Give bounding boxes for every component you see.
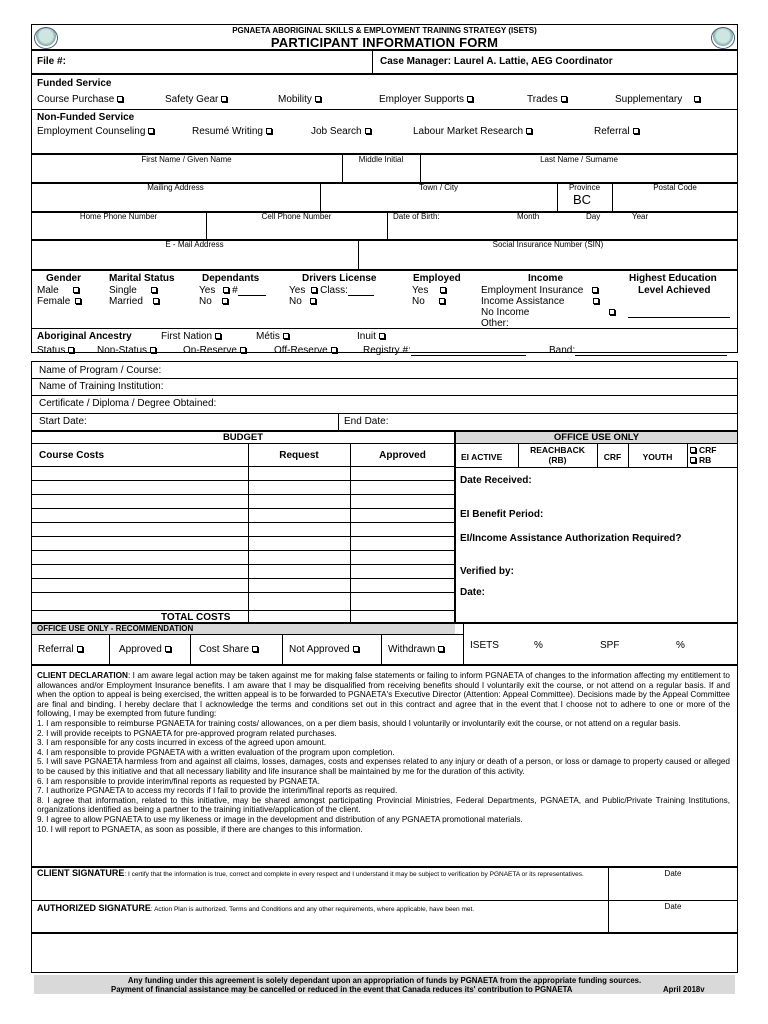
isets-percent-label: ISETS xyxy=(470,640,499,651)
reachback-header: REACHBACK xyxy=(530,445,585,455)
case-manager: Case Manager: Laurel A. Lattie, AEG Coordinator xyxy=(380,56,613,67)
dependants-no-checkbox[interactable]: No xyxy=(199,296,228,307)
marital-status-title: Marital Status xyxy=(109,273,175,284)
province-label: Province xyxy=(568,183,601,192)
declaration-item: 4. I am responsible to provide PGNAETA with a written evaluation of the program upon completion. xyxy=(37,747,395,757)
metis-checkbox[interactable]: Métis xyxy=(256,331,289,342)
non-funded-service-title: Non-Funded Service xyxy=(37,112,135,123)
rb-checkbox[interactable]: RB xyxy=(690,455,711,465)
ei-income-authorization-field[interactable]: EI/Income Assistance Authorization Required? xyxy=(460,533,682,544)
town-city-field[interactable]: Town / City xyxy=(418,183,459,192)
approved-recommendation-checkbox[interactable]: Approved xyxy=(119,644,171,655)
education-level-field[interactable] xyxy=(628,317,730,318)
course-purchase-checkbox[interactable]: Course Purchase xyxy=(37,94,123,105)
ei-benefit-period-field[interactable]: EI Benefit Period: xyxy=(460,509,544,520)
income-title: Income xyxy=(528,273,564,284)
middle-initial-field[interactable]: Middle Initial xyxy=(358,155,404,164)
employer-supports-checkbox[interactable]: Employer Supports xyxy=(379,94,473,105)
spf-percent-field[interactable]: % xyxy=(676,640,685,651)
declaration-item: 10. I will report to PGNAETA, as soon as possible, if there are changes to this information. xyxy=(37,824,363,834)
request-header: Request xyxy=(279,450,319,461)
trades-checkbox[interactable]: Trades xyxy=(527,94,567,105)
isets-percent-field[interactable]: % xyxy=(534,640,543,651)
no-income-checkbox[interactable]: No Income xyxy=(481,307,615,318)
youth-header: YOUTH xyxy=(642,452,673,462)
dependants-yes-checkbox[interactable]: Yes # xyxy=(199,285,266,296)
safety-gear-checkbox[interactable]: Safety Gear xyxy=(165,94,227,105)
gender-title: Gender xyxy=(46,273,82,284)
office-use-title: OFFICE USE ONLY xyxy=(553,432,640,443)
labour-market-research-checkbox[interactable]: Labour Market Research xyxy=(413,126,532,137)
off-reserve-checkbox[interactable]: Off-Reserve xyxy=(274,345,337,356)
mobility-checkbox[interactable]: Mobility xyxy=(278,94,321,105)
end-date-field[interactable]: End Date: xyxy=(344,416,389,427)
date-received-field[interactable]: Date Received: xyxy=(460,475,532,486)
participant-information-form xyxy=(31,24,738,996)
declaration-item: 5. I will save PGNAETA harmless from and against all claims, losses, damages, costs and expenses related to any injury or death of a person, or loss or damage to property caused or alleged to be caused by this initiative and that all necessary liability and life insurance shall be maintained by me for the duration of this activity. xyxy=(37,757,730,776)
funding-notice-line1: Any funding under this agreement is solely dependant upon an appropriation of funds by PGNAETA from the appropriate funding sources. xyxy=(127,976,642,985)
recommendation-title: OFFICE USE ONLY - RECOMMENDATION xyxy=(37,624,194,633)
budget-title: BUDGET xyxy=(222,432,264,443)
crf-checkbox[interactable]: CRF xyxy=(690,445,716,455)
home-phone-field[interactable]: Home Phone Number xyxy=(79,212,158,221)
authorized-signature-field[interactable]: AUTHORIZED SIGNATURE: Action Plan is authorized. Terms and Conditions and any other requirements, where applicable, have been met. xyxy=(37,903,475,913)
withdrawn-checkbox[interactable]: Withdrawn xyxy=(388,644,444,655)
declaration-lead: CLIENT DECLARATION xyxy=(37,671,128,680)
declaration-item: 6. I am responsible to provide interim/final reports as requested by PGNAETA. xyxy=(37,776,320,786)
declaration-item: 7. I authorize PGNAETA to access my records if I fail to provide the interim/final reports as required. xyxy=(37,786,398,796)
spf-percent-label: SPF xyxy=(600,640,620,651)
inuit-checkbox[interactable]: Inuit xyxy=(357,331,385,342)
mailing-address-field[interactable]: Mailing Address xyxy=(147,183,204,192)
rb-header: (RB) xyxy=(548,455,567,465)
band-field[interactable]: Band: xyxy=(549,345,727,356)
not-approved-checkbox[interactable]: Not Approved xyxy=(289,644,359,655)
program-name-field[interactable]: Name of Program / Course: xyxy=(39,365,162,376)
drivers-no-checkbox[interactable]: No xyxy=(289,296,316,307)
blank-footer-area xyxy=(31,933,738,973)
referral-recommendation-checkbox[interactable]: Referral xyxy=(38,644,83,655)
services-section xyxy=(31,74,738,154)
first-name-field[interactable]: First Name / Given Name xyxy=(141,155,232,164)
client-signature-date-field[interactable]: Date xyxy=(664,869,682,878)
on-reserve-checkbox[interactable]: On-Reserve xyxy=(183,345,246,356)
start-date-field[interactable]: Start Date: xyxy=(39,416,87,427)
client-signature-field[interactable]: CLIENT SIGNATURE: I certify that the information is true, correct and complete in every respect and I understand it may be subject to verification by PGNAETA or its representatives. xyxy=(37,868,584,878)
highest-education-title: Highest Education xyxy=(629,273,717,284)
declaration-text: : I am aware legal action may be taken against me for making false statements or failing to inform PGNAETA of changes to the information affecting my entitlement to allowances and/or Employment Insurance benefits. I am aware that I may be disqualified from receiving benefits should I voluntarily exit the course, or not attend on a regular basis. If and when the option to appeal is being exercised, the written appeal is to be forwarded to PGNAETA's Executive Director (Attention: Appeal Committee). Decisions made by the Appeal Committee are final and binding. I hereby declare that I acknowledge the terms and conditions set out in this contract and agree that in the event that I choose not to adhere to one or more of the following, I may be exempted from future funding: xyxy=(37,671,730,719)
funded-service-title: Funded Service xyxy=(37,78,112,89)
employed-no-checkbox[interactable]: No xyxy=(412,296,445,307)
form-title: PARTICIPANT INFORMATION FORM xyxy=(270,35,499,50)
date-of-birth-label: Date of Birth: xyxy=(393,212,440,221)
income-assistance-checkbox[interactable]: Income Assistance xyxy=(481,296,599,307)
form-version: April 2018v xyxy=(663,985,705,994)
supplementary-checkbox[interactable]: Supplementary xyxy=(615,94,700,105)
non-status-checkbox[interactable]: Non-Status xyxy=(97,345,156,356)
province-value[interactable]: BC xyxy=(573,192,592,207)
job-search-checkbox[interactable]: Job Search xyxy=(311,126,371,137)
dob-month-field[interactable]: Month xyxy=(517,212,540,221)
declaration-item: 3. I am responsible for any costs incurred in excess of the agreed upon amount. xyxy=(37,738,326,748)
resume-writing-checkbox[interactable]: Resumé Writing xyxy=(192,126,272,137)
declaration-item: 1. I am responsible to reimburse PGNAETA for training costs/ allowances, on a per diem basis, should I voluntarily or involuntarily exit the course, or not attend on a regular basis. xyxy=(37,718,681,728)
approved-header: Approved xyxy=(379,450,426,461)
total-costs-label: TOTAL COSTS xyxy=(161,612,231,623)
course-costs-header: Course Costs xyxy=(39,450,105,461)
married-checkbox[interactable]: Married xyxy=(109,296,159,307)
email-field[interactable]: E - Mail Address xyxy=(165,240,224,249)
form-header xyxy=(31,24,738,50)
declaration-item: 8. I agree that information, related to this initiative, may be shared amongst participating Provincial Ministries, Federal Departments, PGNAETA, and Public/Private Training Institutions, organizations identified as being a partner to the training initiative/application of the client. xyxy=(37,795,730,815)
declaration-item: 2. I will provide receipts to PGNAETA for pre-approved program related purchases. xyxy=(37,728,337,738)
header-subtitle: PGNAETA ABORIGINAL SKILLS & EMPLOYMENT TRAINING STRATEGY (ISETS) xyxy=(232,26,537,35)
crf-header: CRF xyxy=(603,452,622,462)
drivers-license-title: Drivers License xyxy=(302,273,377,284)
drivers-yes-checkbox[interactable]: Yes Class: xyxy=(289,285,374,296)
certificate-field[interactable]: Certificate / Diploma / Degree Obtained: xyxy=(39,398,217,409)
male-checkbox[interactable]: Male xyxy=(37,285,79,296)
registry-number-field[interactable]: Registry #: xyxy=(363,345,526,356)
training-institution-field[interactable]: Name of Training Institution: xyxy=(39,381,164,392)
declaration-item: 9. I agree to allow PGNAETA to use my likeness or image in the development and distribution of any PGNAETA promotional materials. xyxy=(37,814,523,824)
aboriginal-ancestry-title: Aboriginal Ancestry xyxy=(37,331,132,342)
employed-title: Employed xyxy=(413,273,461,284)
file-number-label: File #: xyxy=(37,56,66,67)
authorized-signature-date-field[interactable]: Date xyxy=(664,902,682,911)
office-date-field[interactable]: Date: xyxy=(460,587,486,598)
employed-yes-checkbox[interactable]: Yes xyxy=(412,285,446,296)
dob-day-field[interactable]: Day xyxy=(586,212,601,221)
single-checkbox[interactable]: Single xyxy=(109,285,157,296)
employment-counseling-checkbox[interactable]: Employment Counseling xyxy=(37,126,154,137)
employment-insurance-checkbox[interactable]: Employment Insurance xyxy=(481,285,598,296)
cost-share-checkbox[interactable]: Cost Share xyxy=(199,644,258,655)
referral-service-checkbox[interactable]: Referral xyxy=(594,126,639,137)
first-nation-checkbox[interactable]: First Nation xyxy=(161,331,221,342)
sin-field[interactable]: Social Insurance Number (SIN) xyxy=(492,240,604,249)
last-name-field[interactable]: Last Name / Surname xyxy=(540,155,618,164)
ei-active-header: EI ACTIVE xyxy=(461,452,503,462)
postal-code-field[interactable]: Postal Code xyxy=(653,183,697,192)
dependants-title: Dependants xyxy=(202,273,260,284)
female-checkbox[interactable]: Female xyxy=(37,296,81,307)
dob-year-field[interactable]: Year xyxy=(632,212,649,221)
status-checkbox[interactable]: Status xyxy=(37,345,74,356)
funding-notice-line2: Payment of financial assistance may be cancelled or reduced in the event that Canada reduces its' contribution to PGNAETA xyxy=(111,985,573,994)
verified-by-field[interactable]: Verified by: xyxy=(460,566,514,577)
cell-phone-field[interactable]: Cell Phone Number xyxy=(261,212,332,221)
level-achieved-title: Level Achieved xyxy=(638,285,711,296)
income-other-field[interactable]: Other: xyxy=(481,318,597,329)
client-declaration xyxy=(37,671,730,834)
